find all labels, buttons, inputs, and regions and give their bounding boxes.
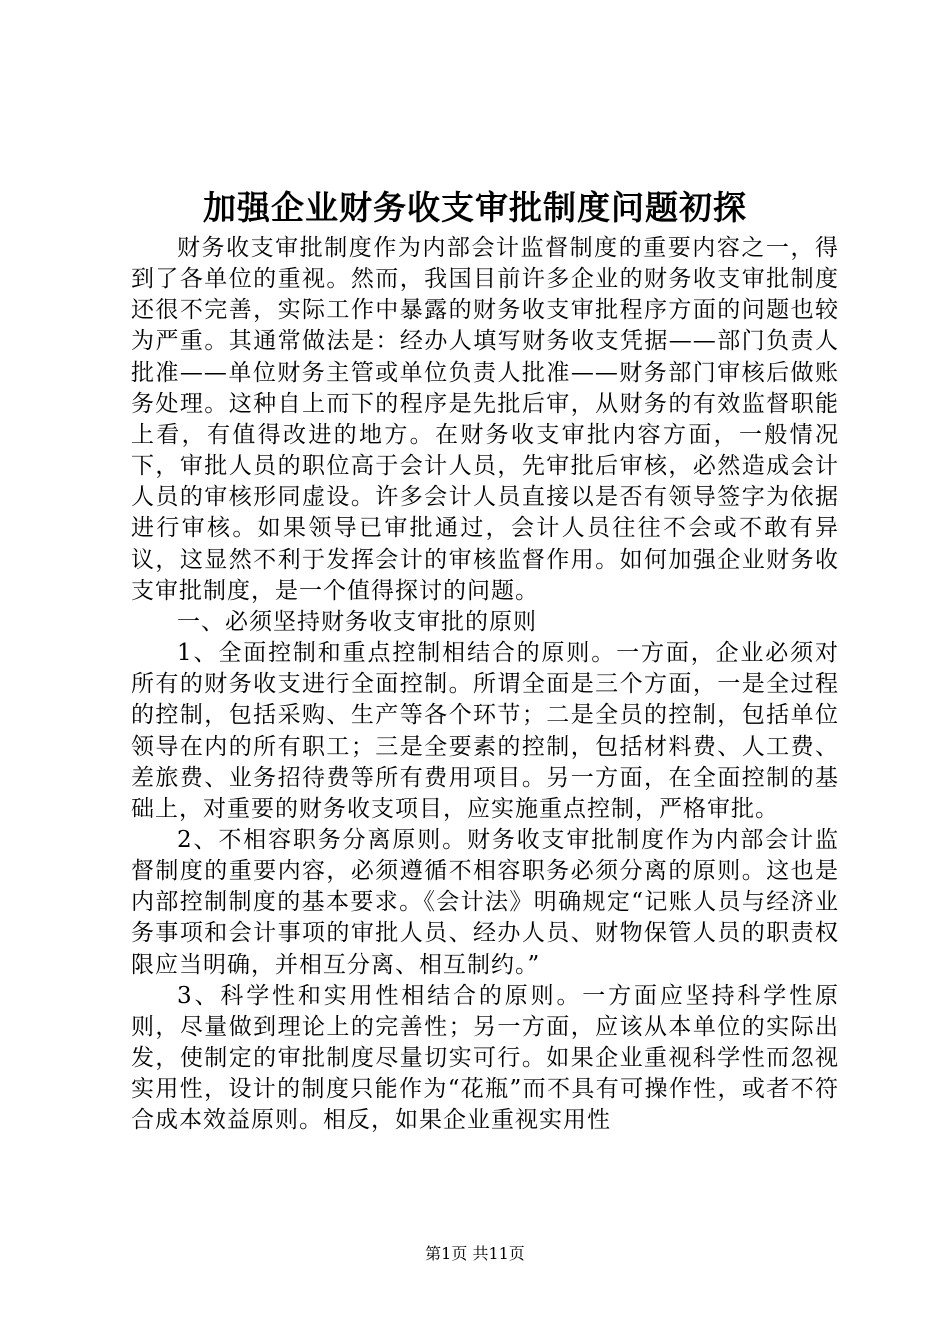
- paragraph-intro: 财务收支审批制度作为内部会计监督制度的重要内容之一，得到了各单位的重视。然而，我国目前许多企业的财务收支审批制度还很不完善，实际工作中暴露的财务收支审批程序方面的问题也较为严重。其通常做法是：经办人填写财务收支凭据——部门负责人批准——单位财务主管或单位负责人批准——财务部门审核后做账务处理。这种自上而下的程序是先批后审，从财务的有效监督职能上看，有值得改进的地方。在财务收支审批内容方面，一般情况下，审批人员的职位高于会计人员，先审批后审核，必然造成会计人员的审核形同虚设。许多会计人员直接以是否有领导签字为依据进行审核。如果领导已审批通过，会计人员往往不会或不敢有异议，这显然不利于发挥会计的审核监督作用。如何加强企业财务收支审批制度，是一个值得探讨的问题。: [131, 235, 839, 604]
- section-heading: 一、必须坚持财务收支审批的原则: [177, 608, 537, 635]
- paragraph-principle-2: 2、不相容职务分离原则。财务收支审批制度作为内部会计监督制度的重要内容，必须遵循不相容职务必须分离的原则。这也是内部控制制度的基本要求。《会计法》明确规定“记账人员与经济业务事项和会计事项的审批人员、经办人员、财物保管人员的职责权限应当明确，并相互分离、相互制约。”: [131, 826, 839, 978]
- page-number-footer: 第1页 共11页: [425, 1244, 525, 1263]
- paragraph-principle-1: 1、全面控制和重点控制相结合的原则。一方面，企业必须对所有的财务收支进行全面控制。所谓全面是三个方面，一是全过程的控制，包括采购、生产等各个环节；二是全员的控制，包括单位领导在内的所有职工；三是全要素的控制，包括材料费、人工费、差旅费、业务招待费等所有费用项目。另一方面，在全面控制的基础上，对重要的财务收支项目，应实施重点控制，严格审批。: [131, 640, 839, 822]
- document-title: 加强企业财务收支审批制度问题初探: [203, 188, 747, 227]
- paragraph-principle-3: 3、科学性和实用性相结合的原则。一方面应坚持科学性原则，尽量做到理论上的完善性；另一方面，应该从本单位的实际出发，使制定的审批制度尽量切实可行。如果企业重视科学性而忽视实用性，设计的制度只能作为“花瓶”而不具有可操作性，或者不符合成本效益原则。相反，如果企业重视实用性: [131, 982, 839, 1134]
- document-body: [131, 233, 839, 1137]
